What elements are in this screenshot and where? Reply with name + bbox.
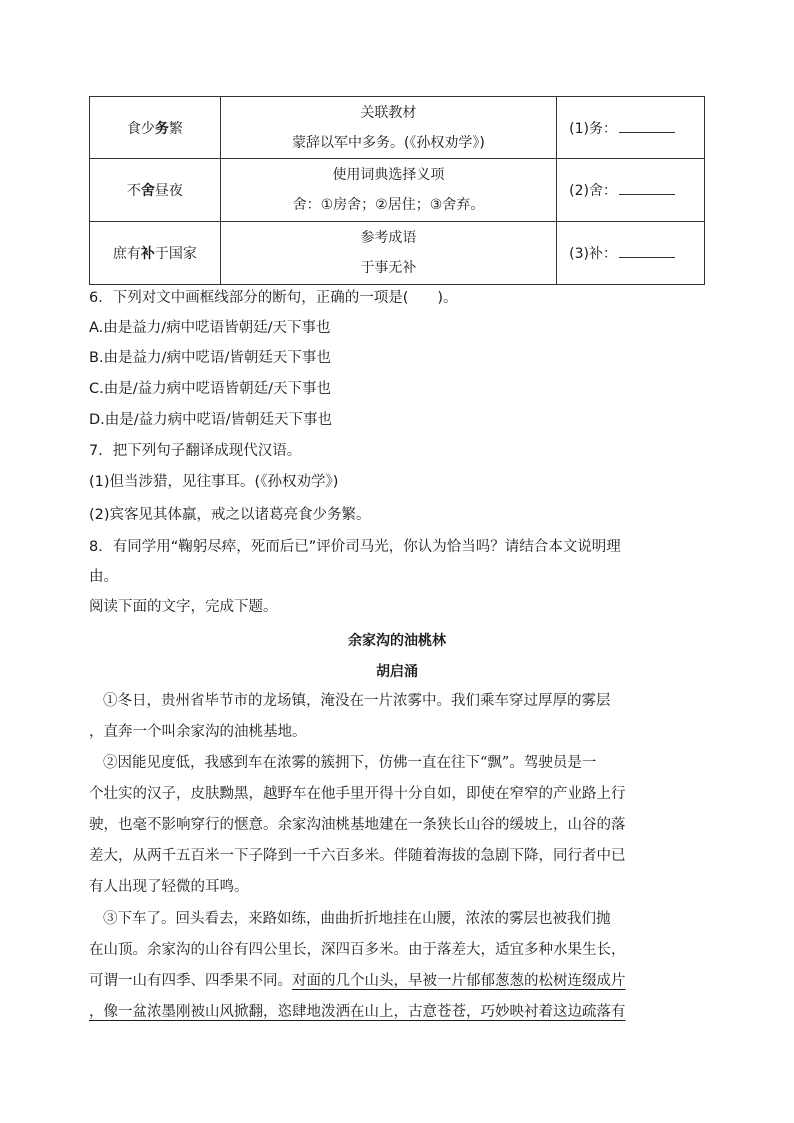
method-cell bbox=[220, 97, 556, 159]
answer-cell[interactable] bbox=[557, 222, 705, 285]
answer-blank[interactable] bbox=[619, 118, 675, 133]
paragraph-line: ①冬日，贵州省毕节市的龙场镇，淹没在一片浓雾中。我们乘车穿过厚厚的雾层 bbox=[103, 693, 611, 709]
word-cell bbox=[90, 97, 221, 159]
article-title: 余家沟的油桃林 bbox=[348, 633, 446, 649]
answer-blank[interactable] bbox=[619, 243, 675, 258]
method-label: 使用词典选择义项 bbox=[332, 167, 445, 183]
key-character: 舍 bbox=[140, 183, 155, 199]
table-row bbox=[90, 97, 705, 159]
table-row bbox=[90, 222, 705, 285]
answer-label: (1)务： bbox=[569, 120, 617, 137]
answer-cell[interactable] bbox=[557, 97, 705, 159]
paragraph-line: 在山顶。余家沟的山谷有四公里长，深四百多米。由于落差大，适宜多种水果生长， bbox=[89, 942, 626, 958]
paragraph-line: 有人出现了轻微的耳鸣。 bbox=[89, 879, 249, 895]
word-text: 庶有 bbox=[112, 246, 141, 262]
option-c[interactable]: C.由是/益力病中呓语皆朝廷/天下事也 bbox=[89, 381, 332, 397]
word-text: 繁 bbox=[168, 120, 183, 137]
word-cell bbox=[90, 222, 221, 285]
word-cell bbox=[90, 159, 221, 222]
article-paragraph-2 bbox=[89, 748, 705, 903]
word-text: 于国家 bbox=[154, 246, 197, 262]
paragraph-line: ③下车了。回头看去，来路如练，曲曲折折地挂在山腰，浓浓的雾层也被我们抛 bbox=[103, 911, 611, 927]
answer-label: (3)补： bbox=[569, 246, 617, 262]
paragraph-line: ，直奔一个叫余家沟的油桃基地。 bbox=[89, 724, 307, 740]
article-author: 胡启涌 bbox=[376, 664, 418, 680]
method-label: 关联教材 bbox=[360, 104, 417, 121]
option-b[interactable]: B.由是益力/病中呓语/皆朝廷天下事也 bbox=[89, 350, 331, 366]
article-paragraph-3 bbox=[89, 904, 705, 1028]
vocabulary-table bbox=[89, 96, 705, 285]
method-cell bbox=[220, 222, 556, 285]
paragraph-line: 差大，从两千五百米一下子降到一千六百多米。伴随着海拔的急剧下降，同行者中已 bbox=[89, 848, 626, 864]
method-detail: 舍：①房舍；②居住；③舍弃。 bbox=[292, 197, 485, 213]
paragraph-line: 个壮实的汉子，皮肤黝黑，越野车在他手里开得十分自如，即使在窄窄的产业路上行 bbox=[89, 786, 626, 802]
word-text: 不 bbox=[126, 183, 141, 199]
paragraph-line: 驶，也毫不影响穿行的惬意。余家沟油桃基地建在一条狭长山谷的缓坡上，山谷的落 bbox=[89, 817, 626, 833]
method-label: 参考成语 bbox=[360, 230, 417, 246]
underlined-text: 对面的几个山头，早被一片郁郁葱葱的松树连缀成片 bbox=[292, 973, 626, 989]
question-6: 6．下列对文中画框线部分的断句，正确的一项是( )。 bbox=[89, 290, 458, 306]
question-7: 7．把下列句子翻译成现代汉语。 bbox=[89, 443, 302, 459]
question-7-item-2: (2)宾客见其体羸，戒之以诸葛亮食少务繁。 bbox=[89, 507, 371, 523]
question-7-item-1: (1)但当涉猎，见往事耳。(《孙权劝学》) bbox=[89, 474, 339, 490]
question-8: 8．有同学用“鞠躬尽瘁，死而后已”评价司马光，你认为恰当吗？请结合本文说明理 bbox=[89, 539, 621, 555]
article-paragraph-1 bbox=[89, 686, 705, 748]
word-text: 昼夜 bbox=[154, 183, 183, 199]
paragraph-line-text: 可谓一山有四季、四季果不同。 bbox=[89, 973, 292, 989]
method-cell bbox=[220, 159, 556, 222]
key-character: 务 bbox=[154, 120, 169, 137]
word-text: 食少 bbox=[126, 120, 155, 137]
paragraph-line bbox=[89, 966, 705, 997]
underlined-line: ，像一盆浓墨刚被山风掀翻，恣肆地泼洒在山上，古意苍苍，巧妙映衬着这边疏落有 bbox=[89, 1004, 626, 1020]
answer-label: (2)舍： bbox=[569, 183, 617, 199]
key-character: 补 bbox=[140, 246, 155, 262]
question-8-continued: 由。 bbox=[89, 569, 118, 585]
reading-intro: 阅读下面的文字，完成下题。 bbox=[89, 599, 278, 615]
option-d[interactable]: D.由是/益力病中呓语/皆朝廷天下事也 bbox=[89, 412, 333, 428]
paragraph-line: ②因能见度低，我感到车在浓雾的簇拥下，仿佛一直在往下“飘”。驾驶员是一 bbox=[103, 755, 597, 771]
table-row bbox=[90, 159, 705, 222]
method-detail: 于事无补 bbox=[360, 260, 417, 276]
answer-cell[interactable] bbox=[557, 159, 705, 222]
option-a[interactable]: A.由是益力/病中呓语皆朝廷/天下事也 bbox=[89, 320, 331, 336]
method-detail: 蒙辞以军中多务。(《孙权劝学》) bbox=[291, 134, 485, 151]
answer-blank[interactable] bbox=[619, 180, 675, 195]
